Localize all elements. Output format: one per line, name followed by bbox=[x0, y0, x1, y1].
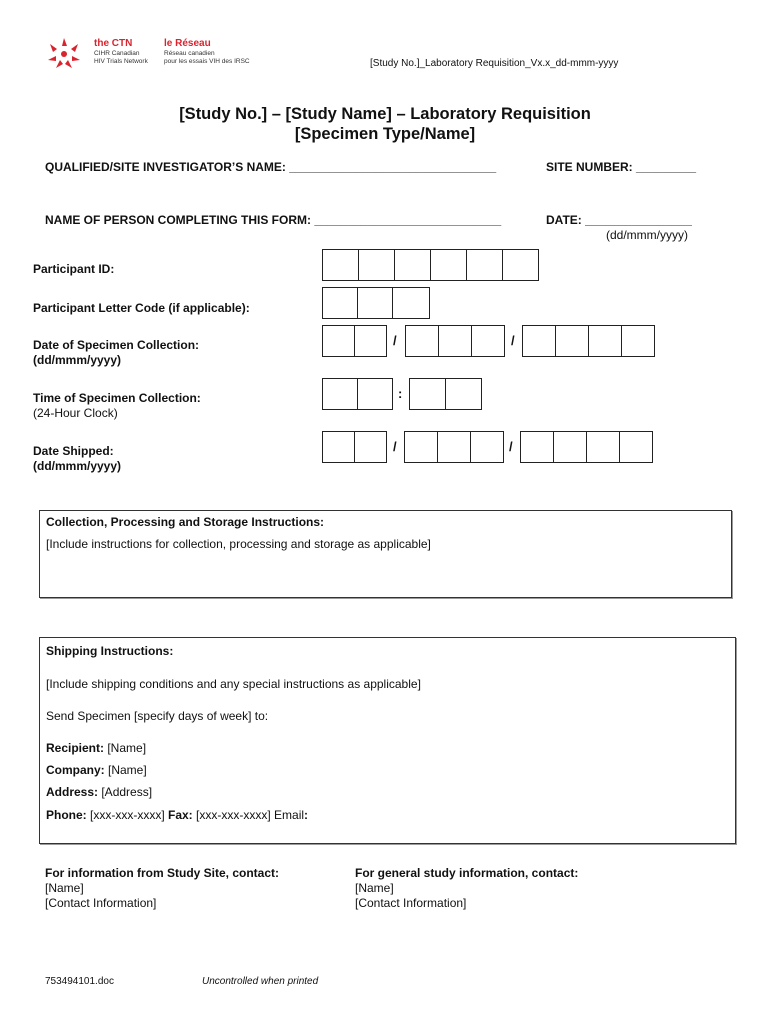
time-separator: : bbox=[398, 386, 403, 401]
letter-box[interactable] bbox=[357, 287, 393, 319]
hour-box[interactable] bbox=[357, 378, 393, 410]
general-contact-info: [Contact Information] bbox=[355, 896, 467, 910]
date-format-hint: (dd/mmm/yyyy) bbox=[606, 228, 688, 242]
month-box[interactable] bbox=[438, 325, 472, 357]
letter-code-label: Participant Letter Code (if applicable): bbox=[33, 301, 250, 315]
minute-box[interactable] bbox=[445, 378, 482, 410]
month-box[interactable] bbox=[404, 431, 438, 463]
collection-time-format: (24-Hour Clock) bbox=[33, 406, 118, 420]
logo-ctn-line: CIHR Canadian bbox=[94, 50, 140, 57]
collection-minute-boxes bbox=[409, 378, 482, 410]
recipient-line bbox=[46, 741, 146, 755]
hour-box[interactable] bbox=[322, 378, 358, 410]
phone-label: Phone: bbox=[46, 808, 87, 822]
logo-reseau-line: pour les essais VIH des IRSC bbox=[164, 58, 250, 65]
collection-panel-heading: Collection, Processing and Storage Instructions: bbox=[46, 515, 325, 529]
minute-box[interactable] bbox=[409, 378, 446, 410]
date-separator: / bbox=[511, 333, 515, 348]
date-shipped-format: (dd/mmm/yyyy) bbox=[33, 459, 122, 473]
address-value: [Address] bbox=[98, 785, 153, 799]
collection-month-boxes bbox=[405, 325, 505, 357]
shipped-year-boxes bbox=[520, 431, 653, 463]
fax-value: [xxx-xxx-xxxx] Email bbox=[192, 808, 305, 822]
letter-code-boxes bbox=[322, 287, 430, 319]
logo-reseau-line: Réseau canadien bbox=[164, 50, 215, 57]
completer-name-field[interactable]: NAME OF PERSON COMPLETING THIS FORM: ____________________________ bbox=[45, 213, 502, 227]
general-contact-name: [Name] bbox=[355, 881, 394, 895]
date-separator: / bbox=[509, 439, 513, 454]
logo-ctn-line: HIV Trials Network bbox=[94, 58, 148, 65]
address-label: Address: bbox=[46, 785, 99, 799]
collection-date-format: (dd/mmm/yyyy) bbox=[33, 353, 122, 367]
digit-box[interactable] bbox=[502, 249, 539, 281]
site-number-field[interactable]: SITE NUMBER: _________ bbox=[546, 160, 697, 174]
collection-year-boxes bbox=[522, 325, 655, 357]
fax-label: Fax: bbox=[168, 808, 193, 822]
day-box[interactable] bbox=[354, 431, 387, 463]
month-box[interactable] bbox=[470, 431, 504, 463]
digit-box[interactable] bbox=[466, 249, 503, 281]
star-cluster-icon bbox=[42, 36, 86, 70]
participant-id-boxes bbox=[322, 249, 539, 281]
collection-date-label: Date of Specimen Collection: bbox=[33, 338, 200, 352]
month-box[interactable] bbox=[405, 325, 439, 357]
digit-box[interactable] bbox=[358, 249, 395, 281]
digit-box[interactable] bbox=[430, 249, 467, 281]
page-title: [Study No.] – [Study Name] – Laboratory Requisition bbox=[179, 105, 591, 123]
logo-reseau-title: le Réseau bbox=[164, 38, 211, 49]
letter-box[interactable] bbox=[322, 287, 358, 319]
day-box[interactable] bbox=[322, 431, 355, 463]
document-reference: [Study No.]_Laboratory Requisition_Vx.x_dd-mmm-yyyy bbox=[370, 58, 619, 69]
logo-reseau-subtitle bbox=[164, 50, 250, 66]
month-box[interactable] bbox=[471, 325, 505, 357]
site-contact-info: [Contact Information] bbox=[45, 896, 157, 910]
day-box[interactable] bbox=[354, 325, 387, 357]
print-notice: Uncontrolled when printed bbox=[202, 976, 319, 987]
digit-box[interactable] bbox=[394, 249, 431, 281]
year-box[interactable] bbox=[520, 431, 554, 463]
year-box[interactable] bbox=[555, 325, 589, 357]
logo-ctn-title: the CTN bbox=[94, 38, 133, 49]
letter-box[interactable] bbox=[392, 287, 430, 319]
company-value: [Name] bbox=[104, 763, 147, 777]
address-line bbox=[46, 785, 152, 799]
shipped-month-boxes bbox=[404, 431, 504, 463]
year-box[interactable] bbox=[619, 431, 653, 463]
send-specimen-text: Send Specimen [specify days of week] to: bbox=[46, 709, 269, 723]
document-id: 753494101.doc bbox=[45, 976, 114, 987]
investigator-name-field[interactable]: QUALIFIED/SITE INVESTIGATOR’S NAME: _______________________________ bbox=[45, 160, 497, 174]
shipping-conditions-text: [Include shipping conditions and any special instructions as applicable] bbox=[46, 677, 421, 691]
participant-id-label: Participant ID: bbox=[33, 262, 115, 276]
year-box[interactable] bbox=[588, 325, 622, 357]
ctn-logo bbox=[42, 36, 252, 72]
year-box[interactable] bbox=[586, 431, 620, 463]
phone-fax-line bbox=[46, 808, 308, 822]
year-box[interactable] bbox=[522, 325, 556, 357]
date-shipped-label: Date Shipped: bbox=[33, 444, 114, 458]
company-line bbox=[46, 763, 147, 777]
form-date-field[interactable]: DATE: ________________ bbox=[546, 213, 692, 227]
collection-time-label: Time of Specimen Collection: bbox=[33, 391, 201, 405]
date-separator: / bbox=[393, 333, 397, 348]
recipient-value: [Name] bbox=[104, 741, 147, 755]
general-contact-heading: For general study information, contact: bbox=[355, 866, 579, 880]
digit-box[interactable] bbox=[322, 249, 359, 281]
day-box[interactable] bbox=[322, 325, 355, 357]
site-contact-heading: For information from Study Site, contact: bbox=[45, 866, 280, 880]
collection-instructions-panel bbox=[39, 510, 732, 598]
year-box[interactable] bbox=[621, 325, 655, 357]
page-subtitle: [Specimen Type/Name] bbox=[294, 125, 476, 143]
collection-day-boxes bbox=[322, 325, 387, 357]
logo-ctn-subtitle bbox=[94, 50, 148, 66]
year-box[interactable] bbox=[553, 431, 587, 463]
shipped-day-boxes bbox=[322, 431, 387, 463]
site-contact-block bbox=[45, 866, 279, 911]
general-contact-block bbox=[355, 866, 578, 911]
site-contact-name: [Name] bbox=[45, 881, 84, 895]
collection-hour-boxes bbox=[322, 378, 393, 410]
collection-panel-text: [Include instructions for collection, processing and storage as applicable] bbox=[46, 537, 431, 551]
shipping-panel-heading: Shipping Instructions: bbox=[46, 644, 174, 658]
date-separator: / bbox=[393, 439, 397, 454]
recipient-label: Recipient: bbox=[46, 741, 105, 755]
company-label: Company: bbox=[46, 763, 105, 777]
month-box[interactable] bbox=[437, 431, 471, 463]
shipping-instructions-panel bbox=[39, 637, 736, 844]
phone-value: [xxx-xxx-xxxx] bbox=[86, 808, 168, 822]
email-colon: : bbox=[304, 808, 309, 822]
